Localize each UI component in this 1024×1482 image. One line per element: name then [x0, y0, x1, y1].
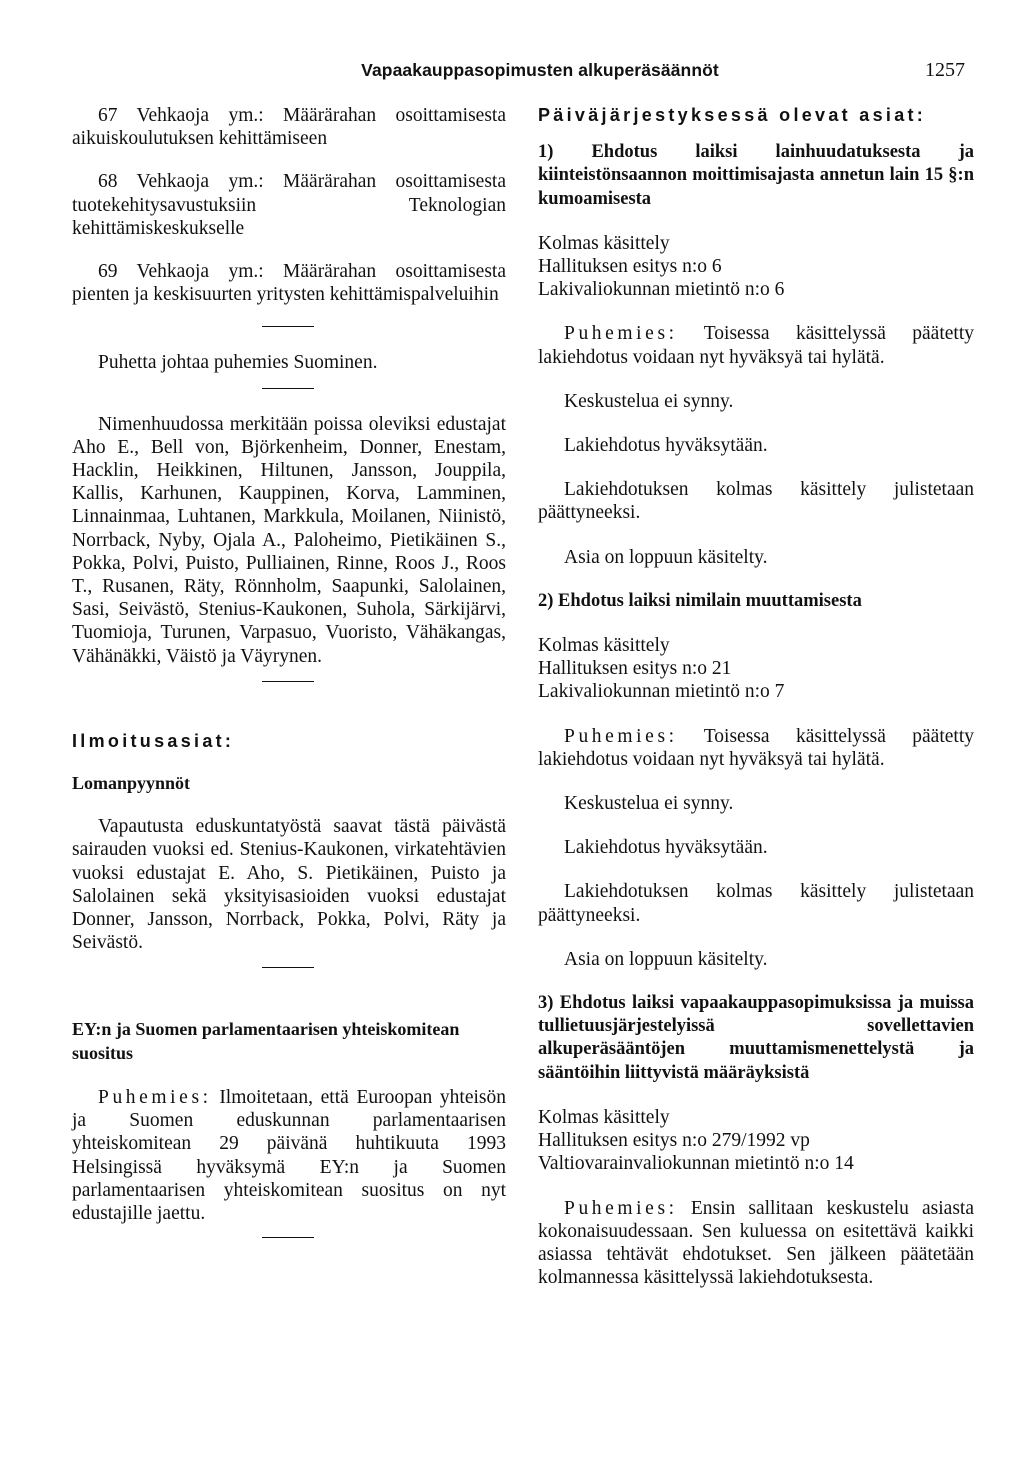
- motion-item-69: [72, 260, 506, 306]
- motion-text: : Määrärahan osoittamisesta aikuiskoulutuksen kehittämiseen: [72, 105, 506, 150]
- agenda-item-2-done: Asia on loppuun käsitelty.: [564, 948, 768, 970]
- agenda-item-1-done: Asia on loppuun käsitelty.: [564, 546, 768, 568]
- agenda-item-1-speech: [538, 322, 974, 368]
- reading-label: Kolmas käsittely: [538, 635, 670, 657]
- motion-author: 69 Vehkaoja ym.: [98, 261, 259, 283]
- section-divider: [262, 388, 314, 389]
- motion-text: : Määrärahan osoittamisesta tuotekehitysavustuksiin Teknologian kehittämiskeskukselle: [72, 171, 506, 239]
- agenda-item-1-discussion: Keskustelua ei synny.: [564, 390, 734, 412]
- announcements-heading: Ilmoitusasiat:: [72, 730, 235, 751]
- section-divider: [262, 967, 314, 968]
- section-divider: [262, 1237, 314, 1238]
- committee-report: Lakivaliokunnan mietintö n:o 7: [538, 681, 785, 703]
- speaker-label: Puhemies:: [564, 1197, 678, 1219]
- motion-text: : Määrärahan osoittamisesta pienten ja keskisuurten yritysten kehittämispalveluihin: [72, 261, 506, 306]
- speaker-label: Puhemies:: [564, 725, 678, 747]
- agenda-item-2-title: 2) Ehdotus laiksi nimilain muuttamisesta: [538, 590, 862, 611]
- leave-requests-heading: Lomanpyynnöt: [72, 773, 191, 794]
- ey-committee-heading: EY:n ja Suomen parlamentaarisen yhteiskomitean suositus: [72, 1019, 460, 1063]
- speech-text: Toisessa käsittelyssä päätetty lakiehdotus voidaan nyt hyväksyä tai hylätä.: [538, 725, 974, 770]
- government-bill: Hallituksen esitys n:o 21: [538, 658, 732, 680]
- speaker-label: Puhemies:: [98, 1086, 212, 1108]
- section-divider: [262, 681, 314, 682]
- motion-item-67: [72, 104, 506, 150]
- committee-report: Lakivaliokunnan mietintö n:o 6: [538, 279, 785, 301]
- motion-item-68: [72, 170, 506, 240]
- chair-note: Puhetta johtaa puhemies Suominen.: [98, 352, 378, 374]
- agenda-item-2-speech: [538, 725, 974, 771]
- absent-members-paragraph: Nimenhuudossa merkitään poissa oleviksi edustajat Aho E., Bell von, Björkenheim, Donner, Enestam, Hacklin, Heikkinen, Hiltunen, Jansson, Jouppila, Kallis, Karhunen, Kauppinen, Korva, Lamminen, Linnainmaa, Luhtanen, Markkula, Moilanen, Niinistö, Norrback, Nyby, Ojala A., Paloheimo, Pietikäinen S., Pokka, Polvi, Puisto, Pulliainen, Rinne, Roos J., Roos T., Rusanen, Räty, Rönnholm, Saapunki, Salolainen, Sasi, Seivästö, Stenius-Kaukonen, Suhola, Särkijärvi, Tuomioja, Turunen, Varpasuo, Vuoristo, Vähäkangas, Vähänäkki, Väistö ja Väyrynen.: [72, 413, 506, 667]
- committee-report: Valtiovarainvaliokunnan mietintö n:o 14: [538, 1153, 854, 1175]
- agenda-item-3-meta: [538, 1106, 974, 1176]
- agenda-item-3-title: 3) Ehdotus laiksi vapaakauppasopimuksissa ja muissa tullietuusjärjestelyissä sovellettavien alkuperäsääntöjen muuttamismenettelystä ja sääntöihin liittyvistä määräyksistä: [538, 993, 974, 1083]
- motion-author: 67 Vehkaoja ym.: [98, 105, 259, 126]
- right-column: [538, 104, 974, 1289]
- government-bill: Hallituksen esitys n:o 6: [538, 256, 722, 278]
- section-divider: [262, 326, 314, 327]
- running-header-title: Vapaakauppasopimusten alkuperäsäännöt: [361, 60, 719, 80]
- agenda-item-1-meta: [538, 232, 974, 302]
- agenda-item-3-speech: [538, 1197, 974, 1290]
- ey-committee-text: [72, 1086, 506, 1225]
- left-column: [72, 104, 506, 1238]
- reading-label: Kolmas käsittely: [538, 232, 670, 254]
- speech-text: Ensin sallitaan keskustelu asiasta kokonaisuudessaan. Sen kuluessa on esitettävä kaikki asiassa tehtävät ehdotukset. Sen jälkeen päätetään kolmannessa käsittelyssä lakiehdotuksesta.: [538, 1197, 974, 1289]
- agenda-item-2-meta: [538, 634, 974, 704]
- agenda-item-1-title: 1) Ehdotus laiksi lainhuudatuksesta ja kiinteistönsaannon moittimisajasta annetun lain 15 §:n kumoamisesta: [538, 142, 974, 209]
- agenda-item-2-decision: Lakiehdotus hyväksytään.: [564, 837, 768, 859]
- government-bill: Hallituksen esitys n:o 279/1992 vp: [538, 1130, 810, 1152]
- speaker-label: Puhemies:: [564, 323, 678, 345]
- speech-text: Toisessa käsittelyssä päätetty lakiehdotus voidaan nyt hyväksyä tai hylätä.: [538, 323, 974, 368]
- agenda-item-2-closing: Lakiehdotuksen kolmas käsittely julistetaan päättyneeksi.: [538, 881, 974, 926]
- speech-text: Ilmoitetaan, että Euroopan yhteisön ja Suomen eduskunnan parlamentaarisen yhteiskomitean 29 päivänä huhtikuuta 1993 Helsingissä hyväksymä EY:n ja Suomen parlamentaarisen yhteiskomitean suositus on nyt edustajille jaettu.: [72, 1086, 506, 1224]
- motion-author: 68 Vehkaoja ym.: [98, 171, 259, 193]
- agenda-item-1-decision: Lakiehdotus hyväksytään.: [564, 435, 768, 457]
- agenda-item-1-closing: Lakiehdotuksen kolmas käsittely julistetaan päättyneeksi.: [538, 479, 974, 524]
- reading-label: Kolmas käsittely: [538, 1106, 670, 1128]
- page-number: 1257: [925, 59, 965, 81]
- agenda-item-2-discussion: Keskustelua ei synny.: [564, 793, 734, 815]
- agenda-heading: Päiväjärjestyksessä olevat asiat:: [538, 105, 927, 125]
- leave-requests-text: Vapautusta eduskuntatyöstä saavat tästä päivästä sairauden vuoksi ed. Stenius-Kaukonen, virkatehtävien vuoksi edustajat E. Aho, S. Pietikäinen, Puisto ja Salolainen sekä yksityisasioiden vuoksi edustajat Donner, Jansson, Norrback, Pokka, Polvi, Räty ja Seivästö.: [72, 816, 506, 954]
